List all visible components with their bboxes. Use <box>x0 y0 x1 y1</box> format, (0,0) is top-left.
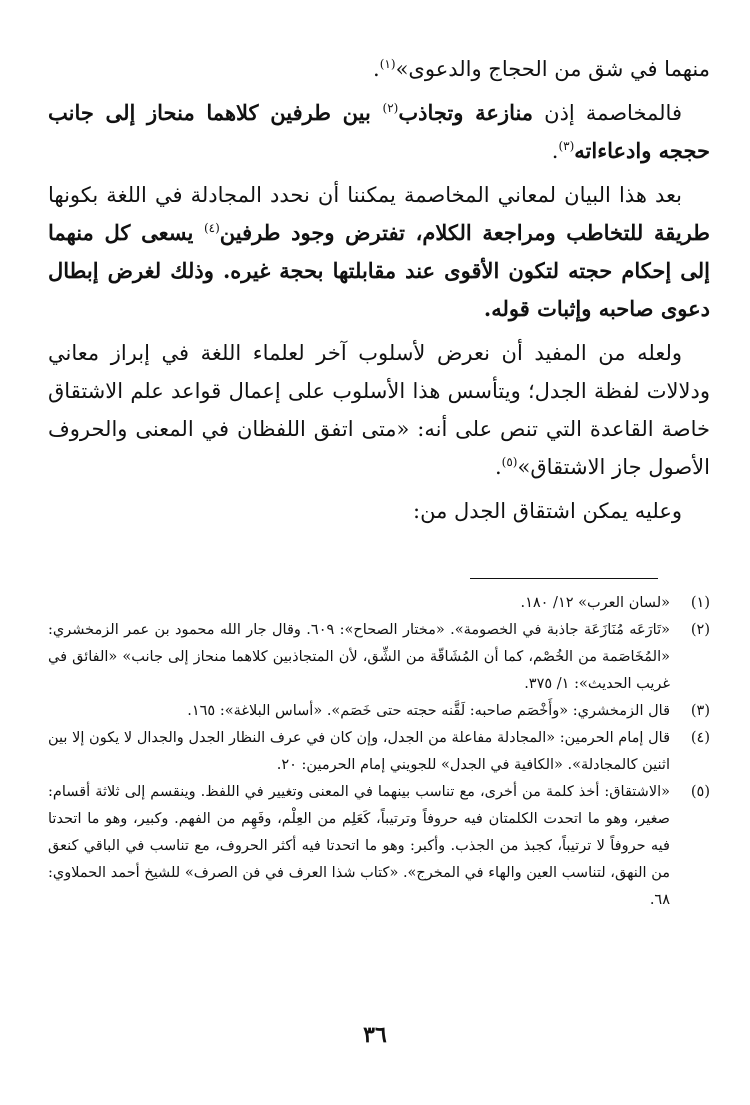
footnote-ref-1[interactable]: (١) <box>379 57 396 71</box>
footnote-ref-4[interactable]: (٤) <box>203 221 220 235</box>
footnote-number: (٢) <box>690 622 710 638</box>
footnote-text: «الاشتقاق: أخذ كلمة من أخرى، مع تناسب بينهما في المعنى وتغيير في اللفظ. وينقسم إلى ثلاثة أقسام: صغير، وهو ما اتحدت الكلمتان فيه حروفاً وترتيباً، كَعَلِم من العِلْم، وفَهِم من الفهم. وكبير، وهو ما اتحدتا فيه حروفاً لا ترتيباً، كجبذ من الجذب. وأكبر: وهو ما اتحدتا فيه أكثر الحروف، مع تناسب في الباقي كنعق من النهق، لتناسب العين والهاء في المخرج». «كتاب شذا العرف في فن الصرف» للشيخ أحمد الحملاوي: ٦٨. <box>48 784 670 908</box>
paragraph-continuation: منهما في شق من الحجاج والدعوى»$^{(١)}$. <box>373 57 710 81</box>
footnote-ref-2[interactable]: (٢) <box>382 101 399 115</box>
footnote-3 <box>48 698 710 725</box>
paragraph-definition: بعد هذا البيان لمعاني المخاصمة يمكننا أن نحدد المجادلة في اللغة بكونها طريقة للتخاطب ومراجعة الكلام، تفترض وجود طرفين$^{(٤)}$ يسعى كل منهما إلى إحكام حجته لتكون الأقوى عند مقابلتها بحجة غيره. وذلك لغرض إبطال دعوى صاحبه وإثبات قوله. <box>48 183 710 321</box>
paragraph-lead-in: وعليه يمكن اشتقاق الجدل من: <box>413 499 682 523</box>
footnote-number: (١) <box>690 595 710 611</box>
footnote-text: «تَارَعَه مُنَازَعَة جاذبة في الخصومة». «مختار الصحاح»: ٦٠٩. وقال جار الله محمود بن عمر الزمخشري: «المُخَاصَمة من الخُصْم، كما أن المُشَاقّة من الشِّق، لأن المتجاذبين كلاهما منحاز إلى جانب» «الفائق في غريب الحديث»: ١/ ٣٧٥. <box>48 622 670 692</box>
main-text <box>48 50 710 536</box>
paragraph-derivation: ولعله من المفيد أن نعرض لأسلوب آخر لعلماء اللغة في إبراز معاني ودلالات لفظة الجدل؛ ويتأسس هذا الأسلوب على إعمال قواعد علم الاشتقاق خاصة القاعدة التي تنص على أنه: «متى اتفق اللفظان في المعنى والحروف الأصول جاز الاشتقاق»$^{(٥)}$. <box>48 341 710 479</box>
footnote-number: (٥) <box>690 784 710 800</box>
footnotes <box>48 590 710 914</box>
footnote-number: (٣) <box>690 703 710 719</box>
footnote-ref-5[interactable]: (٥) <box>501 455 518 469</box>
footnote-ref-3[interactable]: (٣) <box>558 139 575 153</box>
page-number: ٣٦ <box>363 1022 387 1048</box>
footnote-separator <box>470 578 658 579</box>
footnote-2 <box>48 617 710 698</box>
footnote-5 <box>48 779 710 914</box>
footnote-1 <box>48 590 710 617</box>
footnote-4 <box>48 725 710 779</box>
footnote-text: قال الزمخشري: «وأَخْصَم صاحبه: لَقَّنه حجته حتى خَصَم». «أساس البلاغة»: ١٦٥. <box>187 703 670 719</box>
paragraph-mukhasama: فالمخاصمة إذن منازعة وتجاذب$^{(٢)}$ بين طرفين كلاهما منحاز إلى جانب حججه وادعاءاته$^{(٣)}$. <box>48 100 710 163</box>
footnote-number: (٤) <box>690 730 710 746</box>
footnote-text: «لسان العرب» ١٢/ ١٨٠. <box>520 595 670 611</box>
footnote-text: قال إمام الحرمين: «المجادلة مفاعلة من الجدل، وإن كان في عرف النظار الجدل والجدال لا يكون إلا بين اثنين كالمجادلة». «الكافية في الجدل» للجويني إمام الحرمين: ٢٠. <box>48 730 671 773</box>
